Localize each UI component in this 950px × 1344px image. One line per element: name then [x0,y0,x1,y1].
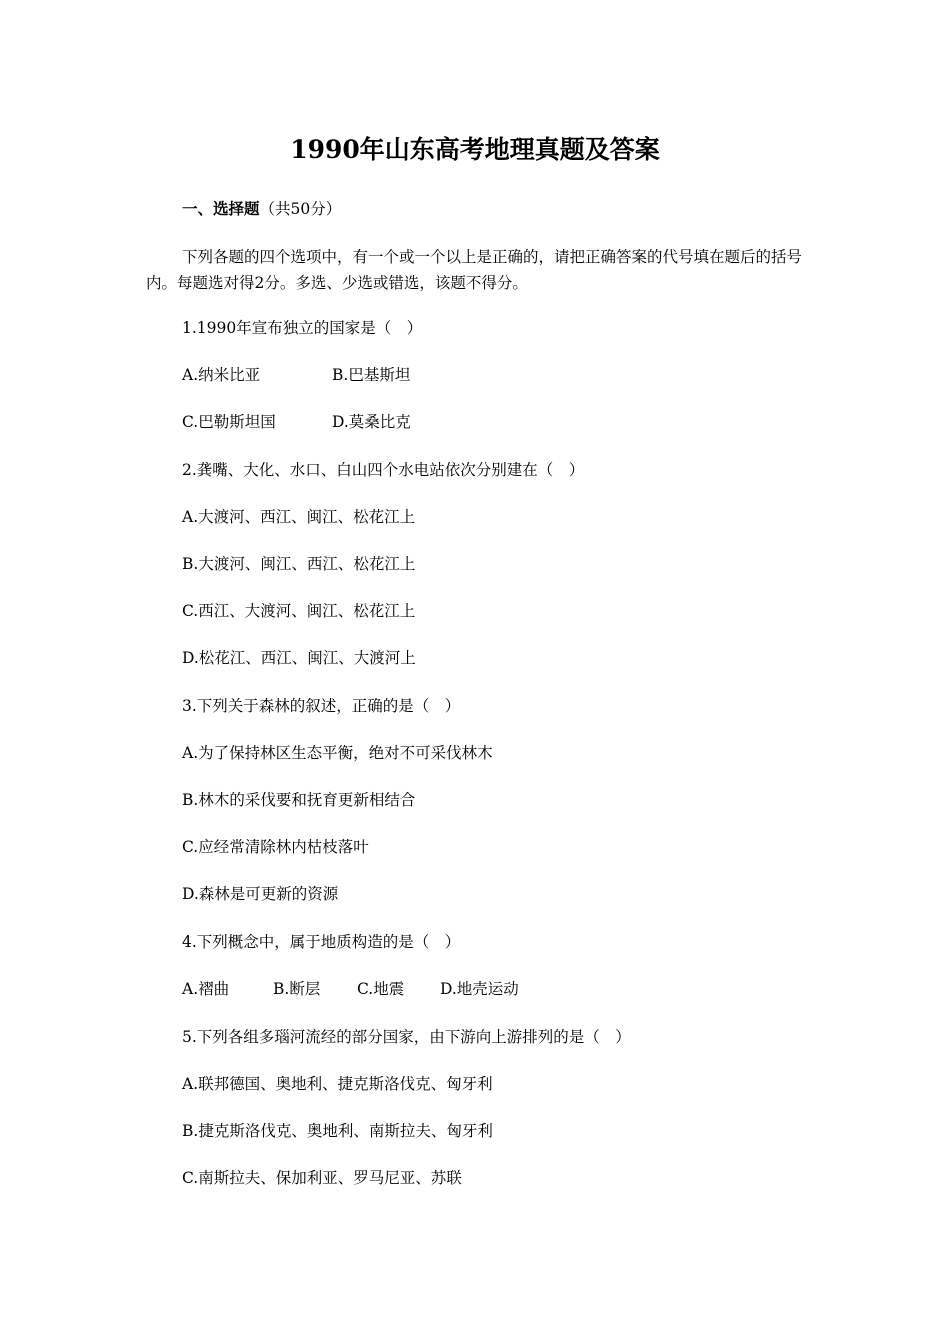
question-4-option-a: A.褶曲 [182,980,230,998]
question-1-options-row-2 [182,411,582,433]
question-1-option-b: B.巴基斯坦 [332,366,411,384]
question-2-option-a: A.大渡河、西江、闽江、松花江上 [182,508,416,526]
question-stem-2: 2.龚嘴、大化、水口、白山四个水电站依次分别建在（ ） [182,461,585,479]
question-1-option-a: A.纳米比亚 [182,366,261,384]
question-3-option-a: A.为了保持林区生态平衡，绝对不可采伐林木 [182,744,493,762]
question-4-option-c: C.地震 [357,980,405,998]
question-1-option-c: C.巴勒斯坦国 [182,413,276,431]
section-heading: 一、选择题 [182,199,260,218]
question-5-option-c: C.南斯拉夫、保加利亚、罗马尼亚、苏联 [182,1169,462,1187]
question-stem-5: 5.下列各组多瑙河流经的部分国家，由下游向上游排列的是（ ） [182,1028,631,1046]
question-5-option-a: A.联邦德国、奥地利、捷克斯洛伐克、匈牙利 [182,1075,493,1093]
question-3-option-b: B.林木的采伐要和抚育更新相结合 [182,791,416,809]
section-score-note: （共50分） [259,200,342,218]
section-heading-line [182,198,341,220]
question-3-option-d: D.森林是可更新的资源 [182,885,339,903]
question-stem-1: 1.1990年宣布独立的国家是（ ） [182,319,423,337]
question-1-option-d: D.莫桑比克 [332,413,411,431]
section-instructions: 下列各题的四个选项中，有一个或一个以上是正确的，请把正确答案的代号填在题后的括号内。每题选对得2分。多选、少选或错选，该题不得分。 [146,248,803,292]
question-stem-4: 4.下列概念中，属于地质构造的是（ ） [182,933,461,951]
question-stem-3: 3.下列关于森林的叙述，正确的是（ ） [182,697,461,715]
question-4-option-b: B.断层 [273,980,321,998]
question-4-options-row [182,978,582,1000]
question-2-option-c: C.西江、大渡河、闽江、松花江上 [182,602,416,620]
document-title: 1990年山东高考地理真题及答案 [290,135,660,164]
question-2-option-d: D.松花江、西江、闽江、大渡河上 [182,649,416,667]
question-3-option-c: C.应经常清除林内枯枝落叶 [182,838,369,856]
question-5-option-b: B.捷克斯洛伐克、奥地利、南斯拉夫、匈牙利 [182,1122,493,1140]
question-4-option-d: D.地壳运动 [440,980,519,998]
question-1-options-row-1 [182,364,582,386]
question-2-option-b: B.大渡河、闽江、西江、松花江上 [182,555,416,573]
